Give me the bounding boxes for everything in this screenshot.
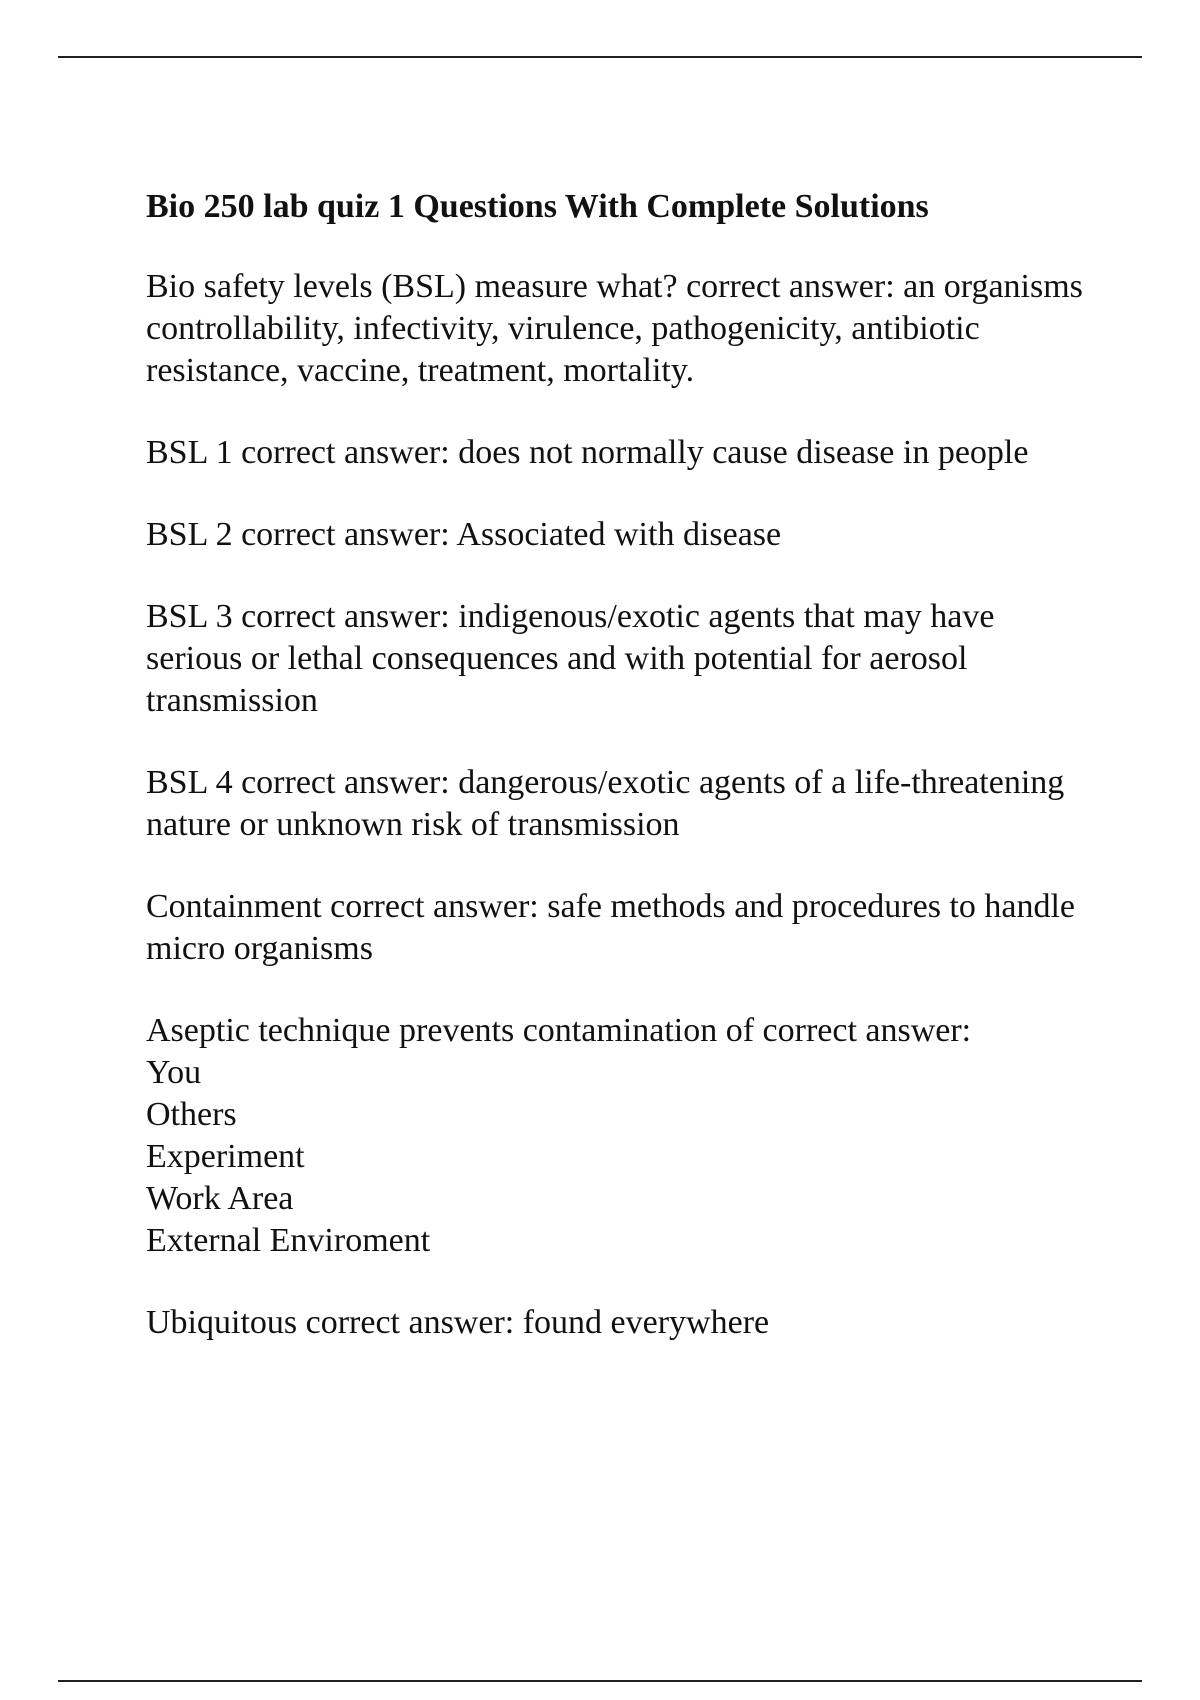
answer-list-item: External Enviroment: [146, 1222, 431, 1259]
document-title: Bio 250 lab quiz 1 Questions With Complete Solutions: [146, 188, 929, 225]
qa-item: Bio safety levels (BSL) measure what? correct answer: an organisms controllability, infectivity, virulence, pathogenicity, antibiotic resistance, vaccine, treatment, mortality.: [146, 268, 1083, 389]
qa-question: Aseptic technique prevents contamination of correct answer:: [146, 1012, 972, 1049]
qa-item: BSL 2 correct answer: Associated with disease: [146, 516, 782, 553]
footer-rule: [58, 1680, 1142, 1682]
answer-list-item: Others: [146, 1096, 237, 1133]
qa-item: BSL 4 correct answer: dangerous/exotic agents of a life-threatening nature or unknown risk of transmission: [146, 764, 1065, 843]
qa-item: BSL 1 correct answer: does not normally cause disease in people: [146, 434, 1029, 471]
qa-item: [146, 1010, 1086, 1262]
document-body: [146, 186, 1086, 1384]
qa-item: Containment correct answer: safe methods and procedures to handle micro organisms: [146, 888, 1076, 967]
answer-list: [146, 1052, 1086, 1262]
answer-list-item: Experiment: [146, 1138, 305, 1175]
answer-list-item: You: [146, 1054, 202, 1091]
qa-item: BSL 3 correct answer: indigenous/exotic agents that may have serious or lethal consequences and with potential for aerosol transmission: [146, 598, 995, 719]
qa-item: Ubiquitous correct answer: found everywhere: [146, 1304, 770, 1341]
answer-list-item: Work Area: [146, 1180, 294, 1217]
header-rule: [58, 56, 1142, 58]
